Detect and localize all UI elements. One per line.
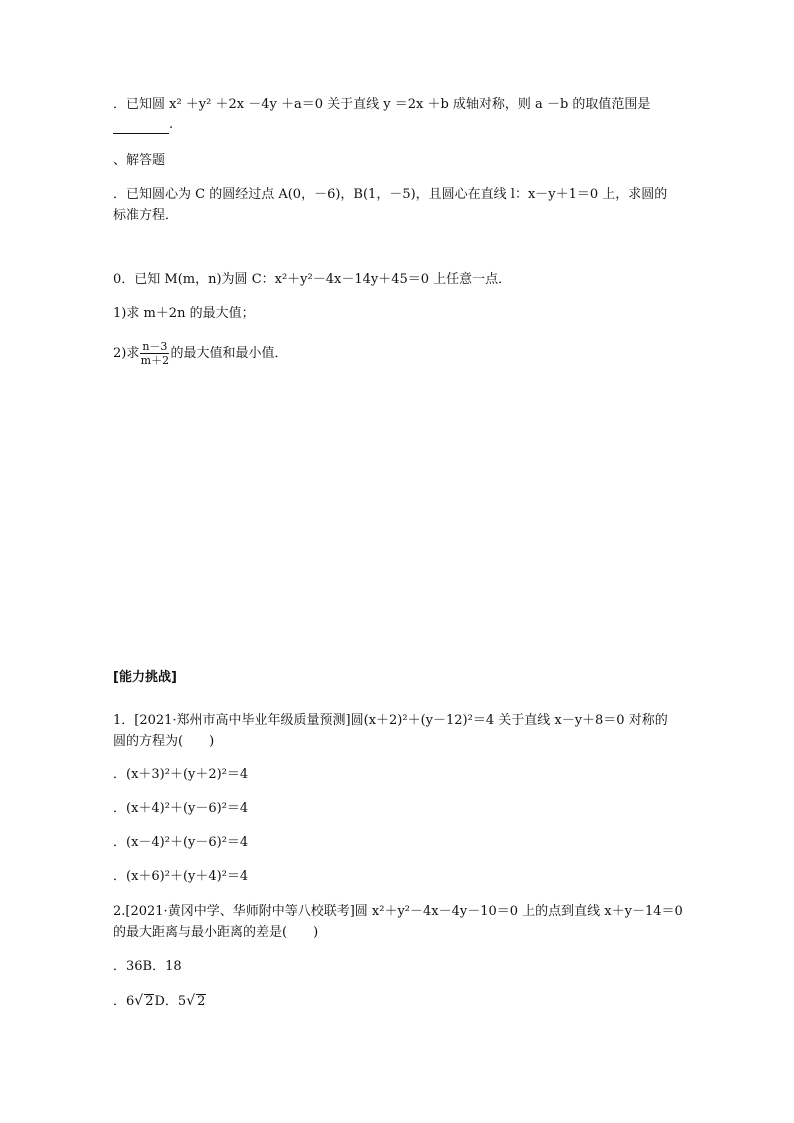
- q-circle-line2: 标准方程．: [113, 208, 179, 223]
- q11-line1: 1．[2021·郑州市高中毕业年级质量预测]圆(x＋2)²＋(y－12)²＝4 关于直线 x－y＋8＝0 对称的: [113, 713, 668, 728]
- sqrt-icon: √: [186, 993, 196, 1009]
- q11-option-b: ．(x＋4)²＋(y－6)²＝4: [113, 801, 249, 816]
- q10-part1: 1)求 m＋2n 的最大值；: [113, 306, 255, 321]
- q12-line2: 的最大距离与最小距离的差是( ): [113, 925, 319, 940]
- q11-option-d: ．(x＋6)²＋(y＋4)²＝4: [113, 869, 249, 884]
- answer-blank: [113, 119, 169, 134]
- q10-part2: 2)求 $\frac{n-3}{m+2}$ 的最大值和最小值．: [113, 340, 288, 367]
- q-circle-line1: ．已知圆心为 C 的圆经过点 A(0，－6)，B(1，－5)，且圆心在直线 l：x－y＋1＝0 上，求圆的: [113, 187, 668, 202]
- q-symmetry-line2: .: [113, 116, 173, 134]
- q-symmetry-line1: ．已知圆 x² ＋y² ＋2x －4y ＋a＝0 关于直线 y ＝2x ＋b 成轴对称，则 a －b 的取值范围是: [113, 97, 651, 112]
- q10-stem: 0．已知 M(m，n)为圆 C：x²＋y²－4x－14y＋45＝0 上任意一点．: [113, 272, 512, 287]
- q11-line2: 圆的方程为( ): [113, 734, 215, 749]
- q11-option-a: ．(x＋3)²＋(y＋2)²＝4: [113, 767, 249, 782]
- q11-option-c: ．(x－4)²＋(y－6)²＝4: [113, 835, 249, 850]
- q12-line1: 2.[2021·黄冈中学、华师附中等八校联考]圆 x²＋y²－4x－4y－10＝0 上的点到直线 x＋y－14＝0: [113, 904, 683, 919]
- section-ability-challenge: [能力挑战]: [113, 670, 177, 685]
- fraction: $\frac{n-3}{m+2}$: [140, 340, 170, 367]
- q12-options-ab: ．36B．18: [113, 959, 182, 974]
- sqrt-icon: √: [134, 993, 144, 1009]
- q12-options-cd: ．6√ 2D．5√ 2: [113, 993, 206, 1009]
- section-answer-questions: 、解答题: [113, 153, 166, 168]
